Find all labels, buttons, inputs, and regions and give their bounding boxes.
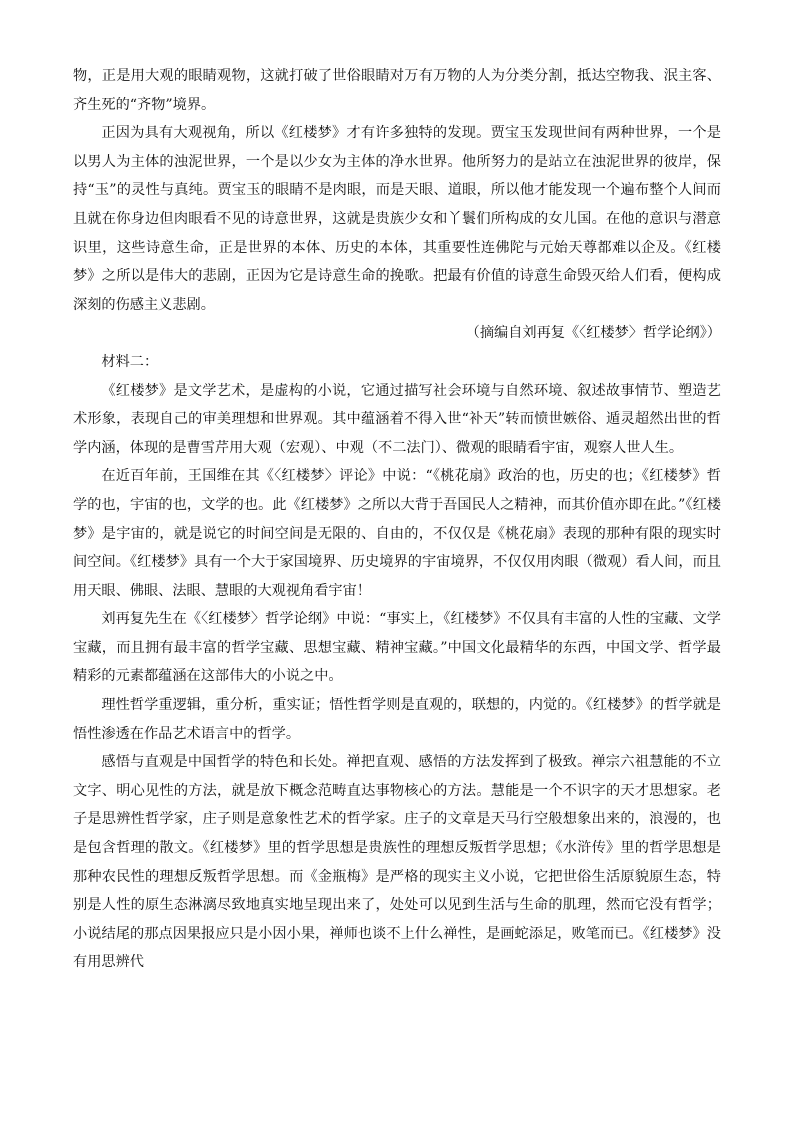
paragraph-literary-art: 《红楼梦》是文学艺术，是虚构的小说，它通过描写社会环境与自然环境、叙述故事情节、塑造艺术形象，表现自己的审美理想和世界观。其中蕴涵着不得入世“补天”转而愤世嫉俗、遁灵超然出世的哲学内涵，体现的是曹雪芹用大观（宏观）、中观（不二法门）、微观的眼睛看宇宙，观察人世人生。 (73, 382, 721, 456)
paragraph-dream-vision: 正因为具有大观视角，所以《红楼梦》才有许多独特的发现。贾宝玉发现世间有两种世界，一个是以男人为主体的浊泥世界，一个是以少女为主体的净水世界。他所努力的是站立在浊泥世界的彼岸，保持“玉”的灵性与真纯。贾宝玉的眼睛不是肉眼，而是天眼、道眼，所以他才能发现一个遍布整个人间而且就在你身边但肉眼看不见的诗意世界，这就是贵族少女和丫鬟们所构成的女儿国。在他的意识与潜意识里，这些诗意生命，正是世界的本体、历史的本体，其重要性连佛陀与元始天尊都难以企及。《红楼梦》之所以是伟大的悲剧，正因为它是诗意生命的挽歌。把最有价值的诗意生命毁灭给人们看，便构成深刻的伤感主义悲剧。 (73, 125, 721, 313)
paragraph-rational-philosophy: 理性哲学重逻辑，重分析，重实证；悟性哲学则是直观的，联想的，内觉的。《红楼梦》的哲学就是悟性渗透在作品艺术语言中的哲学。 (73, 697, 721, 742)
paragraph-wang-guowei: 在近百年前，王国维在其《〈红楼梦〉评论》中说：“《桃花扇》政治的也，历史的也；《红楼梦》哲学的也，宇宙的也，文学的也。此《红楼梦》之所以大背于吾国民人之精神，而其价值亦即在此。”《红楼梦》是宇宙的，就是说它的时间空间是无限的、自由的，不仅仅是《桃花扇》表现的那种有限的现实时间空间。《红楼梦》具有一个大于家国境界、历史境界的宇宙境界，不仅仅用肉眼（微观）看人间，而且用天眼、佛眼、法眼、慧眼的大观视角看宇宙！ (73, 468, 721, 599)
document-page (73, 62, 721, 977)
source-citation: （摘编自刘再复《〈红楼梦〉哲学论纲》） (465, 325, 721, 342)
paragraph-intuition: 感悟与直观是中国哲学的特色和长处。禅把直观、感悟的方法发挥到了极致。禅宗六祖慧能的不立文字、明心见性的方法，就是放下概念范畴直达事物核心的方法。慧能是一个不识字的天才思想家。老子是思辨性哲学家，庄子则是意象性艺术的哲学家。庄子的文章是天马行空般想象出来的，浪漫的，也是包含哲理的散文。《红楼梦》里的哲学思想是贵族性的理想反叛哲学思想；《水浒传》里的哲学思想是那种农民性的理想反叛哲学思想。而《金瓶梅》是严格的现实主义小说，它把世俗生活原貌原生态，特别是人性的原生态淋漓尽致地真实地呈现出来了，处处可以见到生活与生命的肌理，然而它没有哲学；小说结尾的那点因果报应只是小因小果，禅师也谈不上什么禅性，是画蛇添足，败笔而已。《红楼梦》没有用思辨代 (73, 754, 721, 971)
paragraph-liu-zaifu: 刘再复先生在《〈红楼梦〉哲学论纲》中说：“事实上，《红楼梦》不仅具有丰富的人性的宝藏、文学宝藏，而且拥有最丰富的哲学宝藏、思想宝藏、精神宝藏。”中国文化最精华的东西，中国文学、哲学最精彩的元素都蕴涵在这部伟大的小说之中。 (73, 611, 721, 685)
paragraph-continuation: 物，正是用大观的眼睛观物，这就打破了世俗眼睛对万有万物的人为分类分割，抵达空物我、泯主客、齐生死的“齐物”境界。 (73, 68, 721, 113)
material-label: 材料二： (101, 353, 159, 370)
